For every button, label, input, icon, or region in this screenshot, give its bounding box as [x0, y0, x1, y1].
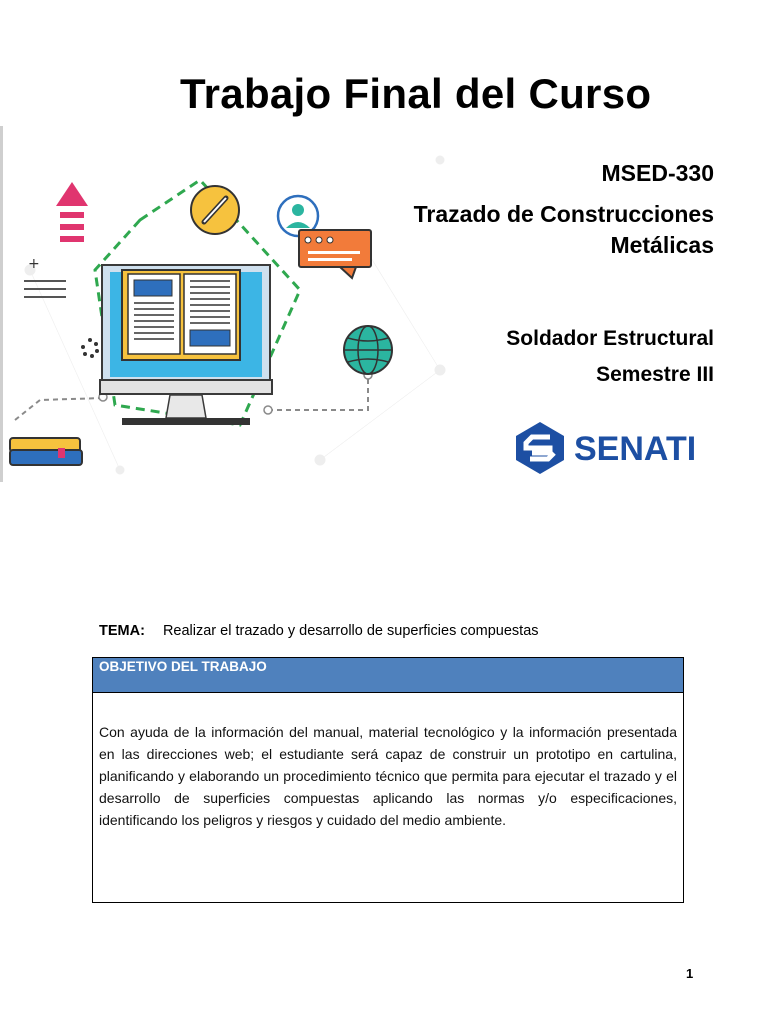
objective-header: OBJETIVO DEL TRABAJO	[93, 658, 683, 693]
svg-text:+: +	[28, 256, 40, 272]
course-name-line1: Trazado de Construcciones	[413, 201, 714, 227]
hero-illustration	[0, 120, 470, 490]
semester-label: Semestre III	[596, 363, 714, 386]
page-number: 1	[686, 966, 694, 981]
tema-value: Realizar el trazado y desarrollo de superficies compuestas	[162, 623, 539, 639]
globe-icon	[344, 326, 392, 374]
upload-arrow-icon	[56, 182, 88, 242]
document-title: Trabajo Final del Curso	[180, 70, 652, 117]
chat-bubble-icon	[299, 230, 371, 278]
senati-logo-icon	[516, 422, 564, 474]
open-book-icon	[122, 270, 240, 360]
course-code: MSED-330	[601, 160, 714, 186]
tema-label: TEMA:	[99, 623, 145, 639]
senati-logo	[512, 420, 712, 476]
books-stack-icon	[10, 438, 82, 465]
loading-dots-icon	[81, 338, 99, 358]
tema-row	[99, 623, 539, 639]
course-name-line2: Metálicas	[610, 232, 714, 258]
pencil-icon	[191, 186, 239, 234]
objective-table	[92, 657, 684, 903]
course-name	[414, 199, 714, 261]
objective-body: Con ayuda de la información del manual, material tecnológico y la información presentada en las direcciones web; el estudiante será capaz de construir un prototipo en cartulina, planificando y elaborando un procedimiento técnico que permita para ejecutar el trazado y el desarrollo de superficies compuestas aplicando las normas y/o especificaciones, identificando los peligros y riesgos y cuidado del medio ambiente.	[99, 724, 677, 828]
text-lines-icon	[24, 256, 66, 298]
course-info	[414, 160, 714, 387]
senati-logo-text: SENATI	[574, 430, 697, 468]
career-name: Soldador Estructural	[506, 327, 714, 350]
